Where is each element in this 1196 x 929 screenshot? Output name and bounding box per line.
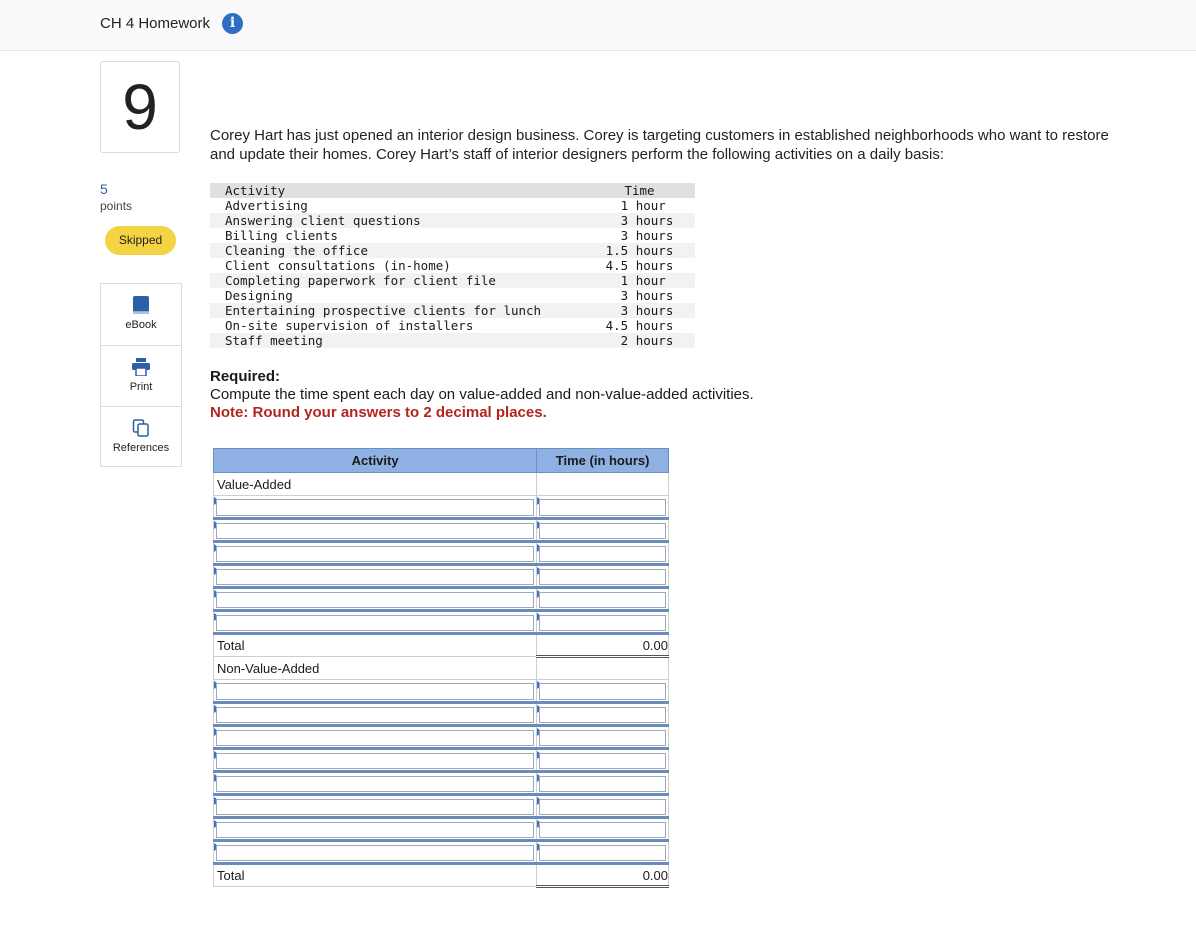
required-heading: Required:: [210, 368, 281, 385]
given-time: 3 hours: [605, 213, 674, 228]
given-header-activity: Activity: [225, 183, 286, 198]
answer-header-row: [214, 449, 669, 473]
table-row: [214, 496, 669, 519]
given-time: 1 hour: [605, 198, 674, 213]
given-activity: Completing paperwork for client file: [225, 273, 496, 288]
given-row: [210, 303, 695, 318]
table-row: [214, 565, 669, 588]
value-added-activity-input[interactable]: [214, 565, 537, 588]
given-activity: Billing clients: [225, 228, 338, 243]
non-value-added-total-value: 0.00: [537, 864, 669, 887]
print-button[interactable]: [101, 345, 181, 407]
value-added-time-input[interactable]: [537, 519, 669, 542]
top-bar: [0, 0, 1196, 51]
references-button[interactable]: [101, 406, 181, 468]
printer-icon: [132, 358, 150, 376]
value-added-activity-input[interactable]: [214, 496, 537, 519]
non-value-added-activity-input[interactable]: [214, 841, 537, 864]
table-row: [214, 519, 669, 542]
value-added-time-input[interactable]: [537, 496, 669, 519]
non-value-added-time-input[interactable]: [537, 749, 669, 772]
status-badge: Skipped: [105, 226, 176, 255]
references-label: References: [112, 442, 170, 454]
given-row: [210, 213, 695, 228]
non-value-added-time-input[interactable]: [537, 703, 669, 726]
given-row: [210, 243, 695, 258]
book-icon: [132, 296, 150, 314]
value-added-time-input[interactable]: [537, 565, 669, 588]
references-icon: [132, 419, 150, 437]
non-value-added-activity-input[interactable]: [214, 703, 537, 726]
table-row: [214, 611, 669, 634]
table-row: [214, 818, 669, 841]
total-row: [214, 864, 669, 887]
given-row: [210, 333, 695, 348]
given-row: [210, 198, 695, 213]
given-activity: On-site supervision of installers: [225, 318, 474, 333]
rounding-note: Note: Round your answers to 2 decimal places.: [210, 404, 547, 421]
given-row: [210, 318, 695, 333]
table-row: [214, 588, 669, 611]
table-row: [214, 703, 669, 726]
non-value-added-time-input[interactable]: [537, 680, 669, 703]
given-activity: Client consultations (in-home): [225, 258, 451, 273]
given-header-time: Time: [624, 183, 655, 198]
answer-header-time: Time (in hours): [537, 449, 669, 473]
non-value-added-label: Non-Value-Added: [214, 657, 537, 680]
value-added-time-input[interactable]: [537, 542, 669, 565]
print-label: Print: [129, 381, 153, 393]
given-row: [210, 288, 695, 303]
value-added-activity-input[interactable]: [214, 588, 537, 611]
total-row: [214, 634, 669, 657]
given-time: 1.5 hours: [605, 243, 674, 258]
answer-header-activity: Activity: [214, 449, 537, 473]
value-added-activity-input[interactable]: [214, 542, 537, 565]
points-value: 5: [100, 181, 108, 197]
given-row: [210, 228, 695, 243]
given-time: 4.5 hours: [605, 318, 674, 333]
non-value-added-total-label: Total: [214, 864, 537, 887]
section-row: [214, 473, 669, 496]
given-time: 3 hours: [605, 288, 674, 303]
given-activity: Entertaining prospective clients for lunch: [225, 303, 542, 318]
problem-intro: Corey Hart has just opened an interior design business. Corey is targeting customers in established neighborhoods who want to restore and update their homes. Corey Hart’s staff of interior designers perform the following activities on a daily basis:: [210, 127, 1109, 163]
given-time: 2 hours: [605, 333, 674, 348]
given-activity: Answering client questions: [225, 213, 421, 228]
non-value-added-time-input[interactable]: [537, 726, 669, 749]
value-added-total-value: 0.00: [537, 634, 669, 657]
given-row: [210, 273, 695, 288]
table-row: [214, 841, 669, 864]
ebook-button[interactable]: [101, 284, 181, 345]
non-value-added-activity-input[interactable]: [214, 680, 537, 703]
given-time: 4.5 hours: [605, 258, 674, 273]
table-row: [214, 795, 669, 818]
given-activities-table: [210, 183, 695, 348]
required-section: [210, 368, 754, 422]
non-value-added-time-input[interactable]: [537, 818, 669, 841]
non-value-added-time-input[interactable]: [537, 841, 669, 864]
given-activity: Designing: [225, 288, 293, 303]
question-number: 9: [122, 71, 158, 143]
info-icon[interactable]: i: [222, 13, 243, 34]
given-activity: Cleaning the office: [225, 243, 368, 258]
required-text: Compute the time spent each day on value-added and non-value-added activities.: [210, 386, 754, 403]
value-added-total-label: Total: [214, 634, 537, 657]
table-row: [214, 749, 669, 772]
given-table-header: [210, 183, 695, 198]
given-activity: Staff meeting: [225, 333, 323, 348]
points-label: points: [100, 199, 133, 213]
non-value-added-activity-input[interactable]: [214, 749, 537, 772]
value-added-time-input[interactable]: [537, 611, 669, 634]
non-value-added-activity-input[interactable]: [214, 818, 537, 841]
value-added-activity-input[interactable]: [214, 519, 537, 542]
tools-panel: [100, 283, 182, 467]
non-value-added-activity-input[interactable]: [214, 726, 537, 749]
given-activity: Advertising: [225, 198, 308, 213]
non-value-added-activity-input[interactable]: [214, 772, 537, 795]
table-row: [214, 772, 669, 795]
given-time: 3 hours: [605, 228, 674, 243]
ebook-label: eBook: [125, 319, 157, 331]
given-row: [210, 258, 695, 273]
given-time: 1 hour: [605, 273, 674, 288]
table-row: [214, 542, 669, 565]
answer-table: [213, 448, 669, 888]
value-added-activity-input[interactable]: [214, 611, 537, 634]
value-added-time-input[interactable]: [537, 588, 669, 611]
non-value-added-activity-input[interactable]: [214, 795, 537, 818]
section-row: [214, 657, 669, 680]
table-row: [214, 680, 669, 703]
given-time: 3 hours: [605, 303, 674, 318]
non-value-added-time-input[interactable]: [537, 795, 669, 818]
table-row: [214, 726, 669, 749]
value-added-label: Value-Added: [214, 473, 537, 496]
non-value-added-time-input[interactable]: [537, 772, 669, 795]
question-number-box: [100, 61, 180, 153]
assignment-title: CH 4 Homework: [100, 15, 211, 32]
